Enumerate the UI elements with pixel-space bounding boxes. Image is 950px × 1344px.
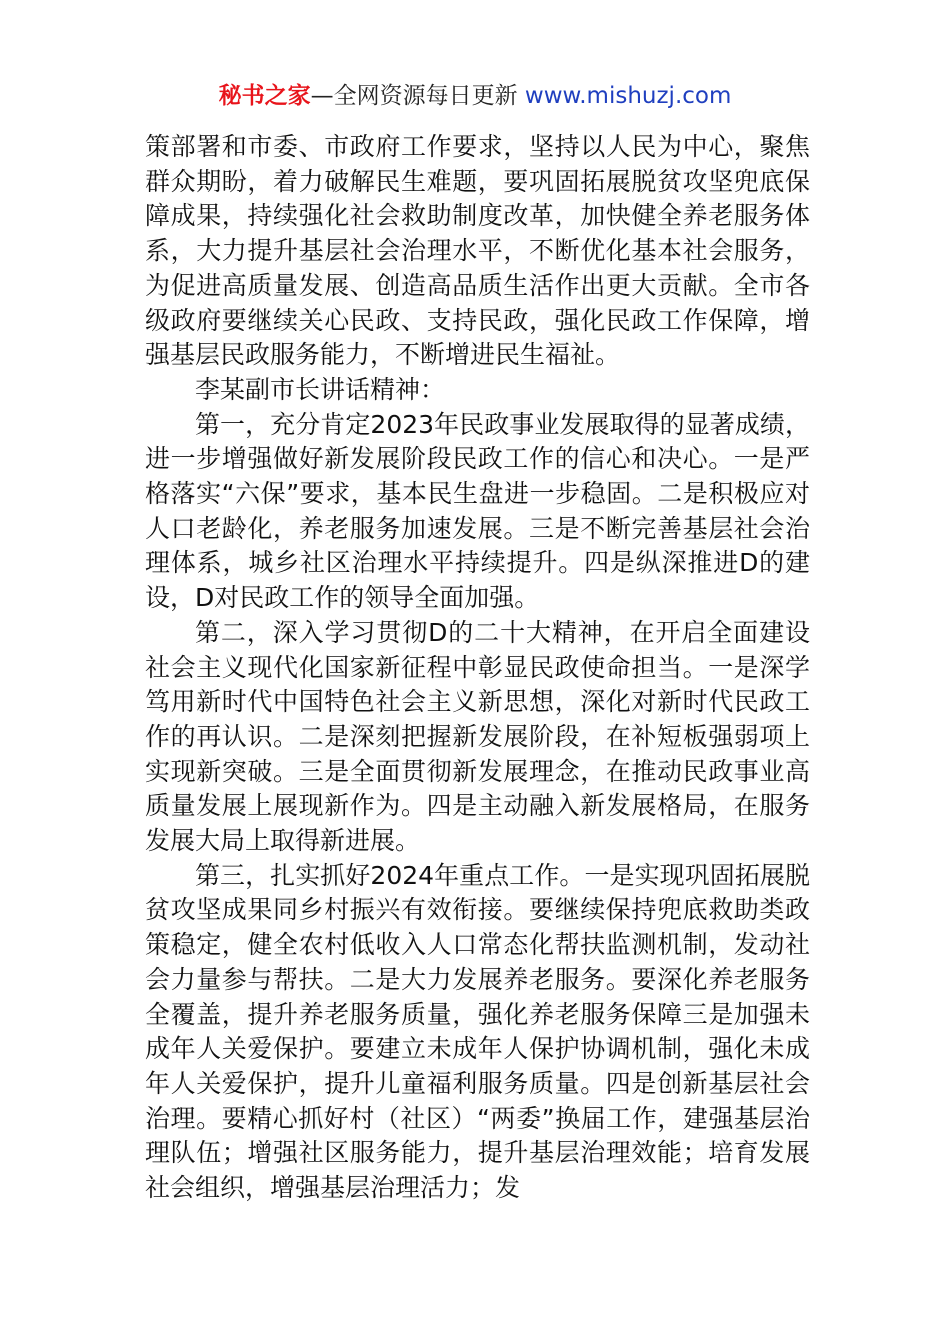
paragraph-second-point: 第二，深入学习贯彻D的二十大精神，在开启全面建设社会主义现代化国家新征程中彰显民政使命担当。一是深学笃用新时代中国特色社会主义新思想，深化对新时代民政工作的再认识。二是深刻把握新发展阶段，在补短板强弱项上实现新突破。三是全面贯彻新发展理念，在推动民政事业高质量发展上展现新作为。四是主动融入新发展格局，在服务发展大局上取得新进展。 [145,617,810,856]
paragraph-third-point: 第三，扎实抓好2024年重点工作。一是实现巩固拓展脱贫攻坚成果同乡村振兴有效衔接。要继续保持兜底救助类政策稳定，健全农村低收入人口常态化帮扶监测机制，发动社会力量参与帮扶。二是大力发展养老服务。要深化养老服务全覆盖，提升养老服务质量，强化养老服务保障三是加强未成年人关爱保护。要建立未成年人保护协调机制，强化未成年人关爱保护，提升儿童福利服务质量。四是创新基层社会治理。要精心抓好村（社区）“两委”换届工作，建强基层治理队伍；增强社区服务能力，提升基层治理效能；培育发展社会组织，增强基层治理活力；发 [145,860,810,1203]
paragraph-first-point: 第一，充分肯定2023年民政事业发展取得的显著成绩，进一步增强做好新发展阶段民政工作的信心和决心。一是严格落实“六保”要求，基本民生盘进一步稳固。二是积极应对人口老龄化，养老服务加速发展。三是不断完善基层社会治理体系，城乡社区治理水平持续提升。四是纵深推进D的建设，D对民政工作的领导全面加强。 [145,409,810,613]
paragraph-continuation: 策部署和市委、市政府工作要求，坚持以人民为中心，聚焦群众期盼，着力破解民生难题，要巩固拓展脱贫攻坚兜底保障成果，持续强化社会救助制度改革，加快健全养老服务体系，大力提升基层社会治理水平，不断优化基本社会服务，为促进高质量发展、创造高品质生活作出更大贡献。全市各级政府要继续关心民政、支持民政，强化民政工作保障，增强基层民政服务能力，不断增进民生福祉。 [145,132,810,370]
header-url-link[interactable]: www.mishuzj.com [524,83,732,109]
document-body [145,130,810,1206]
paragraph-heading-speech: 李某副市长讲话精神： [195,374,446,404]
header-tagline: —全网资源每日更新 [310,83,525,109]
page-header [0,78,950,114]
header-brand: 秘书之家 [218,83,311,109]
